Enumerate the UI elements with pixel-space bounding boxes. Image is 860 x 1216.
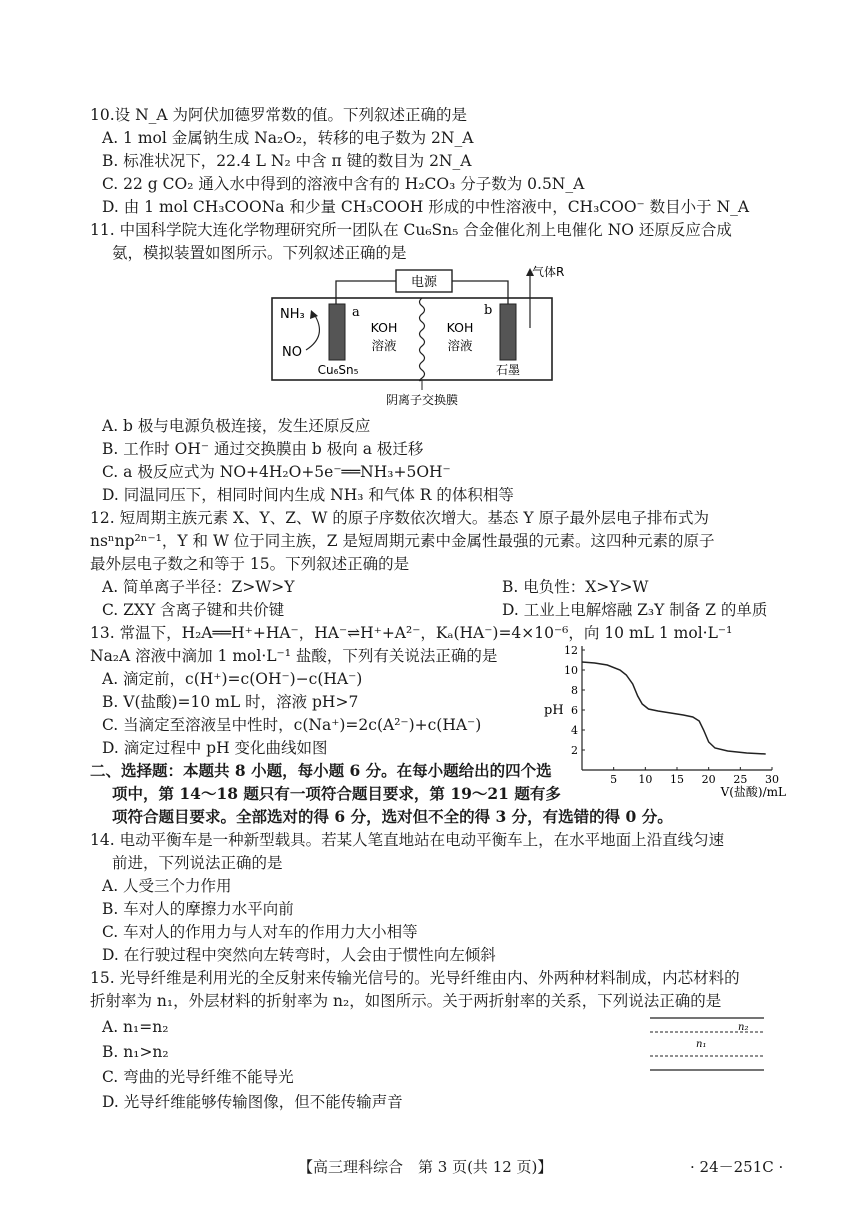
ph-titration-chart (540, 640, 790, 798)
q12-stem-line1: 12. 短周期主族元素 X、Y、Z、W 的原子序数依次增大。基态 Y 原子最外层电子排布式为 (90, 509, 709, 527)
no-to-nh3-arrow (306, 314, 319, 350)
q12-option-a: A. 简单离子半径：Z>W>Y (102, 578, 295, 596)
anion-exchange-membrane (420, 298, 425, 381)
solution-left-label: 溶液 (371, 338, 397, 353)
q13-option-b: B. V(盐酸)=10 mL 时，溶液 pH>7 (102, 693, 359, 711)
y-tick-label: 12 (564, 644, 578, 657)
q10-option-d: D. 由 1 mol CH₃COONa 和少量 CH₃COOH 形成的中性溶液中，CH₃COO⁻ 数目小于 N_A (102, 198, 750, 216)
q13-option-a: A. 滴定前，c(H⁺)=c(OH⁻)−c(HA⁻) (102, 670, 363, 688)
q12-stem-line3: 最外层电子数之和等于 15。下列叙述正确的是 (90, 555, 410, 573)
electrolysis-cell-diagram (266, 265, 565, 412)
y-tick-label: 6 (571, 704, 578, 717)
q11-option-b: B. 工作时 OH⁻ 通过交换膜由 b 极向 a 极迁移 (102, 440, 424, 458)
q10-option-b: B. 标准状况下，22.4 L N₂ 中含 π 键的数目为 2N_A (102, 152, 472, 170)
optical-fiber-diagram (648, 1014, 766, 1076)
q15-option-b: B. n₁>n₂ (102, 1043, 169, 1061)
q15-stem-line1: 15. 光导纤维是利用光的全反射来传输光信号的。光导纤维由内、外两种材料制成，内芯材料的 (90, 969, 740, 987)
q13-stem-line2: Na₂A 溶液中滴加 1 mol·L⁻¹ 盐酸，下列有关说法正确的是 (90, 647, 498, 665)
q11-option-c: C. a 极反应式为 NO+4H₂O+5e⁻══NH₃+5OH⁻ (102, 463, 451, 481)
chart-ticks (564, 644, 779, 786)
chart-ylabel: pH (544, 703, 564, 718)
q15-option-c: C. 弯曲的光导纤维不能导光 (102, 1068, 294, 1086)
chart-axes (582, 646, 772, 770)
q14-option-a: A. 人受三个力作用 (102, 877, 232, 895)
koh-right-label: KOH (446, 320, 474, 335)
gas-r-label: 气体R (532, 265, 565, 279)
q12-option-c: C. ZXY 含离子键和共价键 (102, 601, 285, 619)
cathode-electrode (329, 304, 345, 360)
x-tick-label: 30 (765, 773, 779, 786)
ph-curve-series (582, 662, 766, 754)
cathode-material-label: Cu₆Sn₅ (317, 363, 359, 377)
x-tick-label: 5 (610, 773, 618, 786)
q15-stem-line2: 折射率为 n₁，外层材料的折射率为 n₂，如图所示。关于两折射率的关系，下列说法正确的是 (90, 992, 722, 1010)
electrode-b-label: b (484, 303, 493, 318)
no-to-nh3-arrowhead (310, 310, 318, 319)
q13-option-d: D. 滴定过程中 pH 变化曲线如图 (102, 739, 328, 757)
chart-xlabel: V(盐酸)/mL (720, 785, 786, 799)
solution-right-label: 溶液 (447, 338, 473, 353)
wire-left (336, 281, 396, 304)
q10-stem: 10.设 N_A 为阿伏加德罗常数的值。下列叙述正确的是 (90, 106, 468, 124)
fiber-n1-label: n₁ (696, 1039, 707, 1050)
anode-electrode (500, 304, 516, 360)
q14-option-b: B. 车对人的摩擦力水平向前 (102, 900, 294, 918)
x-tick-label: 25 (733, 773, 748, 786)
x-tick-label: 10 (638, 773, 653, 786)
q11-option-a: A. b 极与电源负极连接，发生还原反应 (102, 417, 371, 435)
q14-stem-line1: 14. 电动平衡车是一种新型载具。若某人笔直地站在电动平衡车上，在水平地面上沿直线匀速 (90, 831, 725, 849)
footer-page-info: 【高三理科综合 第 3 页(共 12 页)】 (298, 1158, 553, 1176)
q10-option-a: A. 1 mol 金属钠生成 Na₂O₂，转移的电子数为 2N_A (102, 129, 474, 147)
q11-stem-line1: 11. 中国科学院大连化学物理研究所一团队在 Cu₆Sn₅ 合金催化剂上电催化 NO 还原反应合成 (90, 221, 732, 239)
y-tick-label: 10 (564, 664, 578, 677)
fiber-n2-label: n₂ (738, 1022, 749, 1033)
y-tick-label: 8 (571, 684, 578, 697)
y-tick-label: 2 (571, 744, 578, 757)
q13-stem-line1: 13. 常温下，H₂A══H⁺+HA⁻，HA⁻⇌H⁺+A²⁻，Kₐ(HA⁻)=4×10⁻⁶，向 10 mL 1 mol·L⁻¹ (90, 624, 733, 642)
q14-stem-line2: 前进，下列说法正确的是 (112, 854, 283, 872)
wire-right (452, 281, 508, 304)
footer-exam-code: · 24－251C · (690, 1158, 784, 1176)
x-tick-label: 15 (670, 773, 684, 786)
x-tick-label: 20 (701, 773, 716, 786)
q11-stem-line2: 氨，模拟装置如图所示。下列叙述正确的是 (112, 244, 407, 262)
membrane-label: 阴离子交换膜 (385, 393, 459, 407)
nh3-label: NH₃ (280, 307, 305, 322)
q13-option-c: C. 当滴定至溶液呈中性时，c(Na⁺)=2c(A²⁻)+c(HA⁻) (102, 716, 482, 734)
section-2-line2: 项中，第 14～18 题只有一项符合题目要求，第 19～21 题有多 (112, 784, 561, 803)
q12-option-d: D. 工业上电解熔融 Z₃Y 制备 Z 的单质 (502, 601, 768, 619)
q12-stem-line2: nsⁿnp²ⁿ⁻¹，Y 和 W 位于同主族，Z 是短周期元素中金属性最强的元素。这四种元素的原子 (90, 532, 715, 550)
koh-left-label: KOH (370, 320, 398, 335)
q14-option-c: C. 车对人的作用力与人对车的作用力大小相等 (102, 923, 418, 941)
y-tick-label: 4 (571, 724, 578, 737)
q11-option-d: D. 同温同压下，相同时间内生成 NH₃ 和气体 R 的体积相等 (102, 486, 514, 504)
q10-option-c: C. 22 g CO₂ 通入水中得到的溶液中含有的 H₂CO₃ 分子数为 0.5N_A (102, 175, 585, 193)
q12-option-b: B. 电负性：X>Y>W (502, 578, 649, 596)
no-label: NO (282, 345, 302, 360)
power-supply-label: 电源 (410, 275, 438, 290)
electrode-a-label: a (352, 305, 360, 320)
section-2-line3: 项符合题目要求。全部选对的得 6 分，选对但不全的得 3 分，有选错的得 0 分。 (112, 807, 673, 826)
anode-material-label: 石墨 (495, 363, 521, 377)
q14-option-d: D. 在行驶过程中突然向左转弯时，人会由于惯性向左倾斜 (102, 946, 496, 964)
section-2-line1: 二、选择题：本题共 8 小题，每小题 6 分。在每小题给出的四个选 (90, 761, 552, 780)
q15-option-d: D. 光导纤维能够传输图像，但不能传输声音 (102, 1093, 403, 1111)
q15-option-a: A. n₁=n₂ (102, 1018, 169, 1036)
